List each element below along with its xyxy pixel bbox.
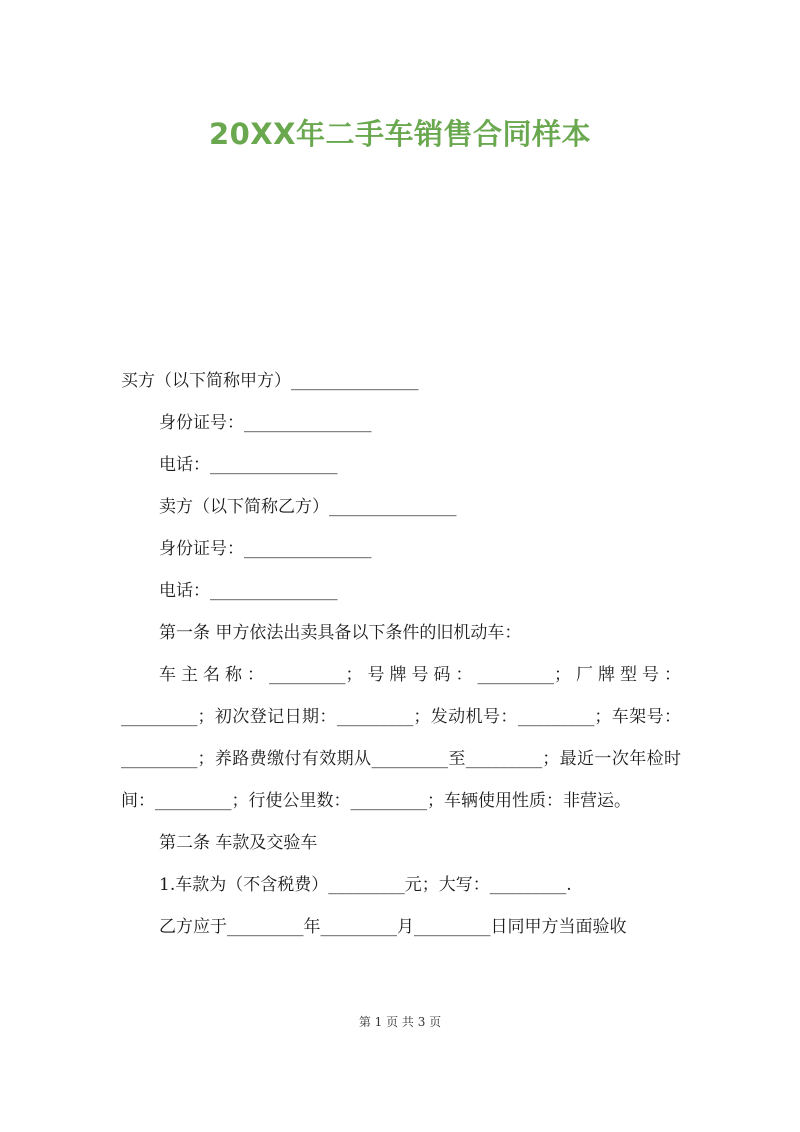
inspection-line: 乙方应于_________年_________月_________日同甲方当面验收	[159, 917, 627, 937]
seller-id-line: 身份证号：_______________	[159, 539, 372, 559]
buyer-id-line: 身份证号：_______________	[159, 413, 372, 433]
article-2-heading: 第二条 车款及交验车	[159, 833, 318, 853]
article-1-heading: 第一条 甲方依法出卖具备以下条件的旧机动车：	[159, 623, 522, 643]
page-footer: 第 1 页 共 3 页	[358, 1015, 442, 1029]
seller-line: 卖方（以下简称乙方）_______________	[159, 497, 457, 517]
document-title: 20XX年二手车销售合同样本	[208, 117, 592, 151]
seller-phone-line: 电话：_______________	[159, 581, 338, 601]
buyer-line: 买方（以下简称甲方）_______________	[121, 371, 419, 391]
vehicle-details-paragraph: 车主名称：_________；号牌号码：_________；厂牌型号：_________；初次登记日期：_________；发动机号：_________；车架号：_________；养路费缴付有效期从_________至_________；最近一次年检时间：_________；行使公里数：_________；车辆使用性质：非营运。	[121, 665, 681, 811]
price-line: 1.车款为（不含税费）_________元；大写：_________.	[159, 875, 572, 895]
contract-body	[121, 360, 681, 948]
buyer-phone-line: 电话：_______________	[159, 455, 338, 475]
